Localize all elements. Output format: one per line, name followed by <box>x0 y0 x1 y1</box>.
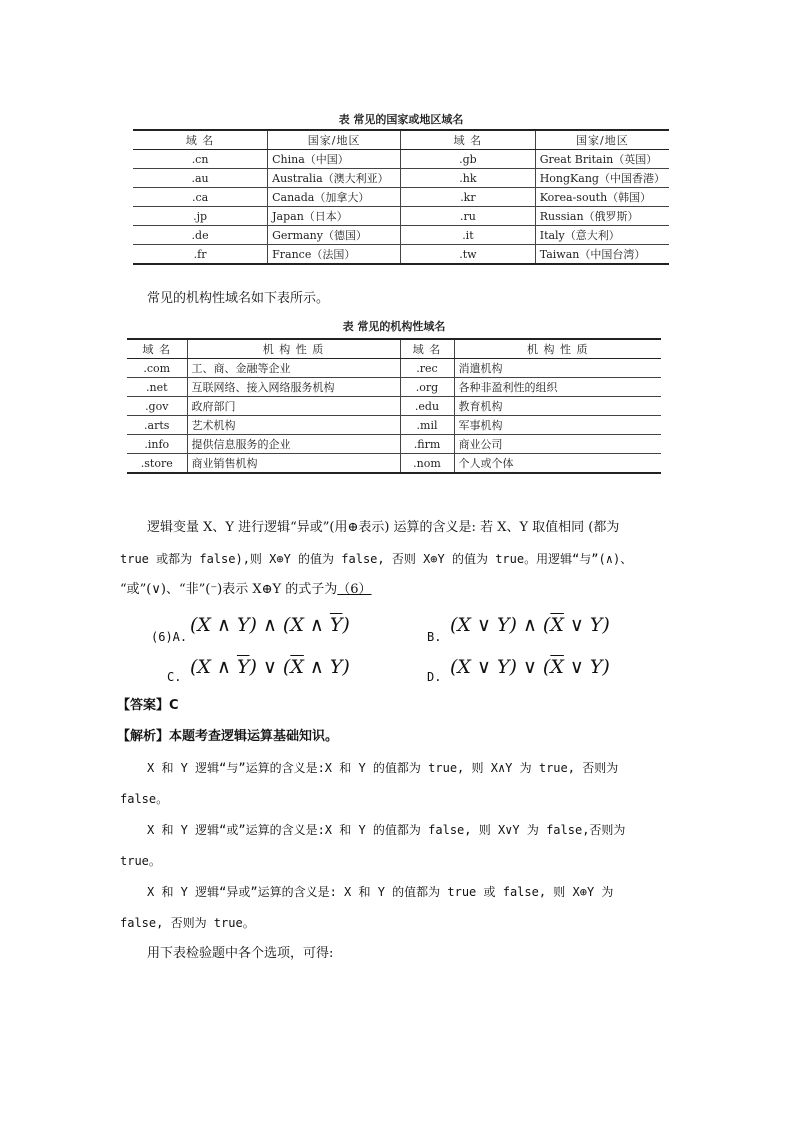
nature-cell: 商业销售机构 <box>187 454 400 474</box>
region-cell: Germany（德国） <box>268 226 401 245</box>
column-header: 域 名 <box>401 130 536 150</box>
domain-cell: .fr <box>133 245 268 265</box>
table-row <box>127 416 661 435</box>
option-b-formula: (X ∨ Y) ∧ ($\overline{X}$ ∨ Y) <box>450 614 610 636</box>
option-d-label: D. <box>427 670 442 684</box>
table-row <box>133 207 669 226</box>
column-header: 国家/地区 <box>268 130 401 150</box>
analysis-paragraph-2b: true。 <box>120 854 161 868</box>
region-cell: Taiwan（中国台湾） <box>535 245 669 265</box>
answer-blank: （6） <box>337 582 372 597</box>
table-header-row <box>127 339 661 359</box>
domain-cell: .nom <box>400 454 454 474</box>
table2-caption: 表 常见的机构性域名 <box>342 320 446 333</box>
analysis-title: 【解析】本题考查逻辑运算基础知识。 <box>117 729 339 744</box>
table-row <box>133 245 669 265</box>
table-row <box>133 226 669 245</box>
domain-cell: .hk <box>401 169 536 188</box>
domain-cell: .firm <box>400 435 454 454</box>
column-header: 域 名 <box>133 130 268 150</box>
domain-cell: .tw <box>401 245 536 265</box>
table-row <box>127 359 661 378</box>
table-row <box>133 169 669 188</box>
domain-cell: .ca <box>133 188 268 207</box>
domain-cell: .net <box>127 378 187 397</box>
column-header: 域 名 <box>127 339 187 359</box>
country-domain-table <box>133 129 669 265</box>
domain-cell: .org <box>400 378 454 397</box>
table-row <box>133 188 669 207</box>
analysis-paragraph-2a: X 和 Y 逻辑“或”运算的含义是:X 和 Y 的值都为 false, 则 X∨Y 为 false,否则为 <box>147 823 626 837</box>
analysis-paragraph-3b: false, 否则为 true。 <box>120 916 255 930</box>
region-cell: Japan（日本） <box>268 207 401 226</box>
domain-cell: .edu <box>400 397 454 416</box>
table-row <box>133 150 669 169</box>
option-a-label: (6)A. <box>151 630 188 644</box>
column-header: 机 构 性 质 <box>454 339 661 359</box>
region-cell: HongKang（中国香港） <box>535 169 669 188</box>
region-cell: Canada（加拿大） <box>268 188 401 207</box>
table-row <box>127 454 661 474</box>
nature-cell: 工、商、金融等企业 <box>187 359 400 378</box>
region-cell: Russian（俄罗斯） <box>535 207 669 226</box>
nature-cell: 互联网络、接入网络服务机构 <box>187 378 400 397</box>
domain-cell: .cn <box>133 150 268 169</box>
domain-cell: .jp <box>133 207 268 226</box>
domain-cell: .au <box>133 169 268 188</box>
table-header-row <box>133 130 669 150</box>
domain-cell: .de <box>133 226 268 245</box>
nature-cell: 各种非盈利性的组织 <box>454 378 661 397</box>
question-line-3-text: “或”(∨)、“非”(⁻)表示 X⊕Y 的式子为 <box>120 582 338 597</box>
domain-cell: .ru <box>401 207 536 226</box>
nature-cell: 艺术机构 <box>187 416 400 435</box>
answer-line: 【答案】C <box>117 698 179 713</box>
option-b-label: B. <box>427 630 442 644</box>
organization-domain-table <box>127 338 661 474</box>
region-cell: China（中国） <box>268 150 401 169</box>
domain-cell: .store <box>127 454 187 474</box>
column-header: 国家/地区 <box>535 130 669 150</box>
question-line-2: true 或都为 false),则 X⊕Y 的值为 false, 否则 X⊕Y 的值为 true。用逻辑“与”(∧)、 <box>120 552 633 566</box>
table-row <box>127 397 661 416</box>
region-cell: Italy（意大利） <box>535 226 669 245</box>
option-d-formula: (X ∨ Y) ∨ ($\overline{X}$ ∨ Y) <box>450 656 610 678</box>
table-row <box>127 378 661 397</box>
nature-cell: 商业公司 <box>454 435 661 454</box>
column-header: 域 名 <box>400 339 454 359</box>
region-cell: France（法国） <box>268 245 401 265</box>
domain-cell: .it <box>401 226 536 245</box>
region-cell: Australia（澳大利亚） <box>268 169 401 188</box>
nature-cell: 个人或个体 <box>454 454 661 474</box>
domain-cell: .gov <box>127 397 187 416</box>
table1-caption: 表 常见的国家或地区域名 <box>338 113 464 126</box>
option-c-label: C. <box>167 670 182 684</box>
question-line-3 <box>120 580 372 600</box>
nature-cell: 教育机构 <box>454 397 661 416</box>
analysis-paragraph-1b: false。 <box>120 792 169 806</box>
region-cell: Great Britain（英国） <box>535 150 669 169</box>
region-cell: Korea-south（韩国） <box>535 188 669 207</box>
analysis-paragraph-1a: X 和 Y 逻辑“与”运算的含义是:X 和 Y 的值都为 true, 则 X∧Y 为 true, 否则为 <box>147 761 619 775</box>
option-a-formula: (X ∧ Y) ∧ (X ∧ $\overline{Y}$) <box>190 614 350 636</box>
nature-cell: 提供信息服务的企业 <box>187 435 400 454</box>
domain-cell: .rec <box>400 359 454 378</box>
question-line-1: 逻辑变量 X、Y 进行逻辑“异或”(用⊕表示) 运算的含义是: 若 X、Y 取值相同 (都为 <box>147 520 620 535</box>
domain-cell: .gb <box>401 150 536 169</box>
analysis-paragraph-4: 用下表检验题中各个选项，可得: <box>147 946 334 961</box>
table-row <box>127 435 661 454</box>
column-header: 机 构 性 质 <box>187 339 400 359</box>
analysis-paragraph-3a: X 和 Y 逻辑“异或”运算的含义是: X 和 Y 的值都为 true 或 false, 则 X⊕Y 为 <box>147 885 614 899</box>
domain-cell: .info <box>127 435 187 454</box>
nature-cell: 消遣机构 <box>454 359 661 378</box>
option-c-formula: (X ∧ $\overline{Y}$) ∨ ($\overline{X}$ ∧ Y) <box>190 656 350 678</box>
domain-cell: .arts <box>127 416 187 435</box>
nature-cell: 政府部门 <box>187 397 400 416</box>
domain-cell: .com <box>127 359 187 378</box>
intro-paragraph: 常见的机构性域名如下表所示。 <box>147 291 330 306</box>
nature-cell: 军事机构 <box>454 416 661 435</box>
domain-cell: .mil <box>400 416 454 435</box>
domain-cell: .kr <box>401 188 536 207</box>
